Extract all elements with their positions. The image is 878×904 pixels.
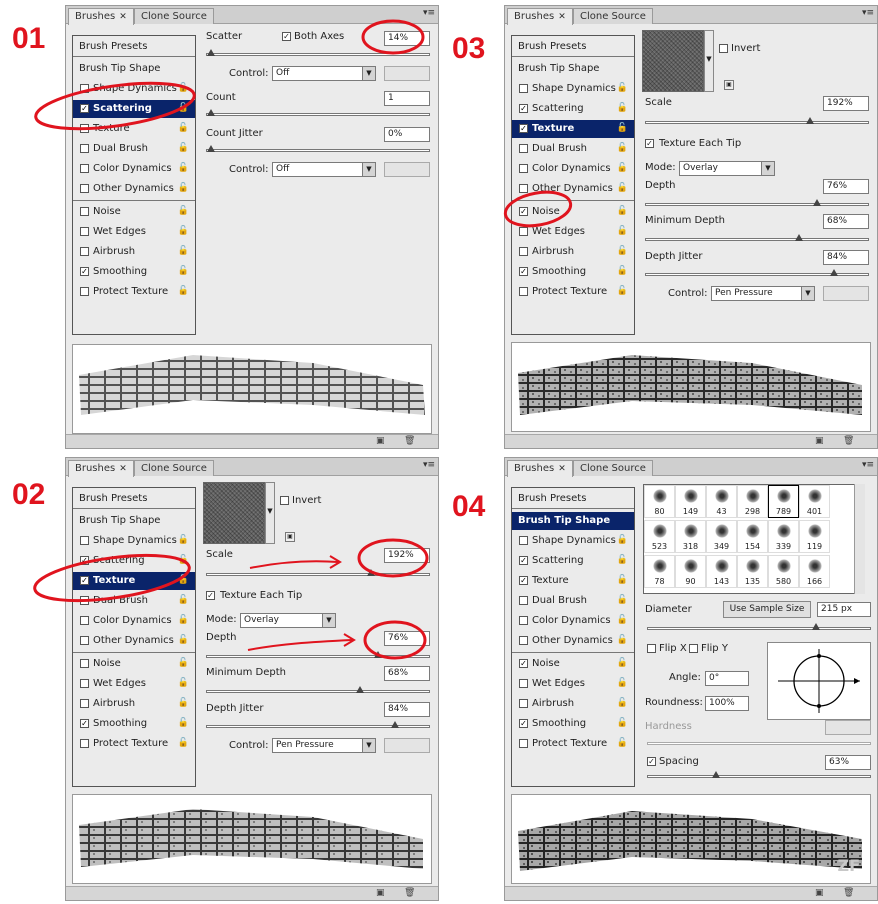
tab-bar [505, 6, 877, 24]
count-jitter-label: Count Jitter [206, 128, 263, 139]
count-value-field[interactable]: 1 [384, 91, 430, 106]
list-item-shape-dynamics[interactable]: Shape Dynamics 🔓 [73, 532, 195, 550]
list-item-other-dynamics[interactable]: Other Dynamics 🔓 [73, 180, 195, 198]
scale-slider[interactable] [645, 121, 869, 124]
list-item-airbrush[interactable]: Airbrush 🔓 [512, 243, 634, 261]
brush-tip[interactable]: 143 [706, 555, 737, 588]
mode-label: Mode: [206, 614, 237, 625]
brush-tip-selected[interactable]: 789 [768, 485, 799, 518]
list-item-wet-edges[interactable]: Wet Edges 🔓 [512, 223, 634, 241]
use-sample-size-button[interactable]: Use Sample Size [723, 601, 811, 618]
list-item-scattering[interactable]: ✓ Scattering 🔓 [73, 100, 195, 118]
list-item-wet-edges[interactable]: Wet Edges 🔓 [512, 675, 634, 693]
tab-brushes[interactable]: Brushes ✕ [507, 8, 573, 25]
depth-jitter-field[interactable]: 84% [823, 250, 869, 265]
invert-checkbox[interactable] [280, 496, 289, 505]
list-item-smoothing[interactable]: ✓ Smoothing 🔓 [81, 718, 189, 729]
list-item-brush-tip-shape[interactable]: Brush Tip Shape [79, 63, 161, 74]
list-item-wet-edges[interactable]: Wet Edges 🔓 [73, 675, 195, 693]
texture-each-tip-checkbox[interactable]: ✓ [646, 139, 653, 148]
lock-icon[interactable]: 🔓 [616, 83, 628, 93]
list-item-other-dynamics[interactable]: Other Dynamics 🔓 [512, 180, 634, 198]
minimum-depth-field[interactable]: 68% [384, 666, 430, 681]
brick-stroke-image [73, 795, 431, 883]
lock-icon[interactable]: 🔓 [616, 183, 628, 193]
list-item-color-dynamics[interactable]: Color Dynamics 🔓 [512, 160, 634, 178]
angle-roundness-widget[interactable] [767, 642, 871, 720]
control-select[interactable]: Off ▼ [272, 66, 376, 81]
flip-x-checkbox[interactable] [647, 644, 656, 653]
scale-value-field[interactable]: 192% [823, 96, 869, 111]
lock-icon[interactable]: 🔓 [616, 615, 628, 625]
panel-menu-icon[interactable]: ▾≡ [861, 8, 874, 18]
scatter-label: Scatter [206, 31, 243, 42]
list-item-scattering[interactable]: ✓ Scattering 🔓 [520, 103, 628, 114]
depth-jitter-slider[interactable] [645, 273, 869, 276]
list-item-scattering[interactable]: ✓ Scattering 🔓 [81, 555, 189, 566]
brush-stroke-preview [511, 794, 871, 884]
lock-icon[interactable]: 🔓 [616, 143, 628, 153]
list-item-noise[interactable]: ✓ Noise 🔓 [520, 206, 628, 217]
lock-icon[interactable]: 🔓 [177, 555, 189, 565]
list-item-color-dynamics[interactable]: Color Dynamics 🔓 [73, 612, 195, 630]
mode-select[interactable]: Overlay ▼ [240, 613, 336, 628]
lock-icon[interactable]: 🔓 [616, 698, 628, 708]
depth-slider[interactable] [206, 655, 430, 658]
control-disabled-field-2 [384, 162, 430, 177]
texture-pattern-swatch[interactable] [203, 482, 265, 544]
control-label: Control: [229, 68, 269, 79]
brush-tip[interactable]: 166 [799, 555, 830, 588]
lock-icon[interactable]: 🔓 [177, 83, 189, 93]
lock-icon[interactable]: 🔓 [177, 575, 189, 585]
tab-bar [505, 458, 877, 476]
lock-icon[interactable]: 🔓 [616, 575, 628, 585]
new-preset-icon[interactable]: ▣ [376, 888, 385, 898]
scale-label: Scale [645, 97, 672, 108]
brush-options-list [511, 35, 635, 335]
lock-icon[interactable]: 🔓 [177, 143, 189, 153]
texture-each-tip-label: Texture Each Tip [659, 138, 742, 149]
tab-clone-source[interactable]: Clone Source [134, 460, 214, 476]
list-item-smoothing[interactable]: ✓ Smoothing 🔓 [81, 266, 189, 277]
brush-tip-grid [643, 484, 865, 594]
brushes-panel-step1 [65, 5, 439, 449]
depth-value-field[interactable]: 76% [384, 631, 430, 646]
mode-select[interactable]: Overlay ▼ [679, 161, 775, 176]
lock-icon[interactable]: 🔓 [616, 738, 628, 748]
brush-tip[interactable]: 78 [644, 555, 675, 588]
brick-stroke-image [512, 795, 870, 883]
depth-label: Depth [645, 180, 676, 191]
lock-icon[interactable]: 🔓 [616, 658, 628, 668]
scale-value-field[interactable]: 192% [384, 548, 430, 563]
list-item-scattering[interactable]: ✓ Scattering 🔓 [520, 555, 628, 566]
list-item-noise[interactable]: ✓ Noise 🔓 [520, 658, 628, 669]
minimum-depth-slider[interactable] [645, 238, 869, 241]
minimum-depth-slider[interactable] [206, 690, 430, 693]
tab-clone-source[interactable]: Clone Source [573, 460, 653, 476]
scale-slider[interactable] [206, 573, 430, 576]
lock-icon[interactable]: 🔓 [616, 123, 628, 133]
lock-icon[interactable]: 🔓 [616, 226, 628, 236]
list-item-dual-brush[interactable]: Dual Brush 🔓 [73, 592, 195, 610]
brushes-panel-step3 [504, 5, 878, 449]
new-pattern-icon[interactable]: ▣ [724, 80, 734, 90]
depth-jitter-field[interactable]: 84% [384, 702, 430, 717]
control-select[interactable]: Pen Pressure ▼ [272, 738, 376, 753]
list-item-brush-tip-shape[interactable]: Brush Tip Shape [512, 512, 634, 530]
diameter-label: Diameter [645, 604, 692, 615]
trash-icon[interactable]: 🗑 [404, 436, 416, 446]
brush-stroke-preview [72, 344, 432, 434]
depth-jitter-label: Depth Jitter [645, 251, 703, 262]
lock-icon[interactable]: 🔓 [616, 635, 628, 645]
new-pattern-icon[interactable]: ▣ [285, 532, 295, 542]
lock-icon[interactable]: 🔓 [177, 595, 189, 605]
list-item-texture[interactable]: ✓ Texture 🔓 [512, 120, 634, 138]
panel-footer [66, 434, 438, 448]
list-item-airbrush[interactable]: Airbrush 🔓 [73, 695, 195, 713]
flip-y-checkbox[interactable] [689, 644, 698, 653]
angle-label: Angle: [669, 672, 701, 683]
brick-stroke-image [512, 343, 870, 431]
control-select-2[interactable]: Off ▼ [272, 162, 376, 177]
new-preset-icon[interactable]: ▣ [815, 436, 824, 446]
lock-icon[interactable]: 🔓 [177, 658, 189, 668]
lock-icon[interactable]: 🔓 [616, 163, 628, 173]
brush-tip[interactable]: 119 [799, 520, 830, 553]
lock-icon[interactable]: 🔓 [177, 163, 189, 173]
invert-label: Invert [292, 495, 322, 506]
depth-value-field[interactable]: 76% [823, 179, 869, 194]
scale-label: Scale [206, 549, 233, 560]
brush-tip[interactable]: 580 [768, 555, 799, 588]
lock-icon[interactable]: 🔓 [177, 615, 189, 625]
brush-tip[interactable]: 43 [706, 485, 737, 518]
lock-icon[interactable]: 🔓 [177, 738, 189, 748]
brush-stroke-preview [511, 342, 871, 432]
minimum-depth-field[interactable]: 68% [823, 214, 869, 229]
brush-options-list [72, 35, 196, 335]
roundness-value-field[interactable]: 100% [705, 696, 749, 711]
lock-icon[interactable]: 🔓 [616, 286, 628, 296]
invert-label: Invert [731, 43, 761, 54]
list-item-color-dynamics[interactable]: Color Dynamics 🔓 [73, 160, 195, 178]
lock-icon[interactable]: 🔓 [616, 246, 628, 256]
new-preset-icon[interactable]: ▣ [376, 436, 385, 446]
tab-bar [66, 6, 438, 24]
both-axes-checkbox[interactable]: ✓ [283, 32, 290, 41]
lock-icon[interactable]: 🔓 [177, 266, 189, 276]
brush-tip[interactable]: 90 [675, 555, 706, 588]
list-item-smoothing[interactable]: ✓ Smoothing 🔓 [520, 718, 628, 729]
tab-brushes[interactable]: Brushes ✕ [507, 460, 573, 477]
step-number-01: 01 [12, 22, 46, 55]
watermark-logo: ZF [837, 856, 860, 875]
list-item-noise[interactable]: Noise 🔓 [73, 655, 195, 673]
list-item-brush-tip-shape[interactable]: Brush Tip Shape [518, 63, 600, 74]
tip-grid-scrollbar[interactable] [854, 484, 865, 594]
crosshair-circle-icon [768, 643, 870, 719]
brush-stroke-preview [72, 794, 432, 884]
list-item-protect-texture[interactable]: Protect Texture 🔓 [512, 283, 634, 301]
list-item-other-dynamics[interactable]: Other Dynamics 🔓 [73, 632, 195, 650]
panel-menu-icon[interactable]: ▾≡ [422, 8, 435, 18]
depth-jitter-label: Depth Jitter [206, 703, 264, 714]
both-axes-label: Both Axes [294, 31, 345, 42]
flip-x-label: Flip X [659, 643, 687, 654]
brush-tip[interactable]: 349 [706, 520, 737, 553]
control-label-2: Control: [229, 164, 269, 175]
count-jitter-field[interactable]: 0% [384, 127, 430, 142]
trash-icon[interactable]: 🗑 [843, 888, 855, 898]
minimum-depth-label: Minimum Depth [206, 667, 286, 678]
list-item-brush-presets[interactable]: Brush Presets [79, 493, 148, 504]
spacing-value-field[interactable]: 63% [825, 755, 871, 770]
lock-icon[interactable]: 🔓 [616, 678, 628, 688]
minimum-depth-label: Minimum Depth [645, 215, 725, 226]
pattern-picker-arrow-icon[interactable]: ▼ [704, 30, 714, 92]
panel-footer [66, 886, 438, 900]
lock-icon[interactable]: 🔓 [616, 718, 628, 728]
spacing-label: Spacing [659, 756, 699, 767]
brush-options-list [72, 487, 196, 787]
control-label: Control: [668, 288, 708, 299]
list-item-airbrush[interactable]: Airbrush 🔓 [73, 243, 195, 261]
step-number-02: 02 [12, 478, 46, 511]
brush-tip[interactable]: 135 [737, 555, 768, 588]
panel-footer [505, 886, 877, 900]
hardness-slider [647, 742, 871, 745]
list-item-texture[interactable]: Texture 🔓 [73, 120, 195, 138]
list-item-protect-texture[interactable]: Protect Texture 🔓 [73, 735, 195, 753]
list-item-other-dynamics[interactable]: Other Dynamics 🔓 [512, 632, 634, 650]
pattern-picker-arrow-icon[interactable]: ▼ [265, 482, 275, 544]
scatter-slider[interactable] [206, 53, 430, 56]
list-item-brush-presets[interactable]: Brush Presets [79, 41, 148, 52]
control-label: Control: [229, 740, 269, 751]
brush-tip[interactable]: 154 [737, 520, 768, 553]
list-item-brush-tip-shape[interactable]: Brush Tip Shape [79, 515, 161, 526]
lock-icon[interactable]: 🔓 [177, 635, 189, 645]
panel-menu-icon[interactable]: ▾≡ [422, 460, 435, 470]
brick-stroke-image [73, 345, 431, 433]
hardness-disabled-field [825, 720, 871, 735]
tab-brushes[interactable]: Brushes ✕ [68, 460, 134, 477]
lock-icon[interactable]: 🔓 [177, 718, 189, 728]
control-disabled-field [384, 66, 430, 81]
roundness-label: Roundness: [645, 697, 703, 708]
count-label: Count [206, 92, 236, 103]
lock-icon[interactable]: 🔓 [616, 266, 628, 276]
depth-label: Depth [206, 632, 237, 643]
mode-label: Mode: [645, 162, 676, 173]
list-item-shape-dynamics[interactable]: Shape Dynamics 🔓 [512, 532, 634, 550]
brush-tip[interactable]: 339 [768, 520, 799, 553]
list-item-texture[interactable]: ✓ Texture 🔓 [520, 575, 628, 586]
flip-y-label: Flip Y [701, 643, 728, 654]
list-item-noise[interactable]: Noise 🔓 [73, 203, 195, 221]
lock-icon[interactable]: 🔓 [177, 246, 189, 256]
texture-each-tip-label: Texture Each Tip [220, 590, 303, 601]
brushes-panel-step4 [504, 457, 878, 901]
list-item-brush-presets[interactable]: Brush Presets [518, 493, 587, 504]
panel-menu-icon[interactable]: ▾≡ [861, 460, 874, 470]
list-item-shape-dynamics[interactable]: Shape Dynamics 🔓 [512, 80, 634, 98]
step-number-03: 03 [452, 32, 486, 65]
brush-tip[interactable]: 80 [644, 485, 675, 518]
list-item-smoothing[interactable]: ✓ Smoothing 🔓 [520, 266, 628, 277]
lock-icon[interactable]: 🔓 [177, 678, 189, 688]
list-item-dual-brush[interactable]: Dual Brush 🔓 [512, 592, 634, 610]
lock-icon[interactable]: 🔓 [616, 555, 628, 565]
lock-icon[interactable]: 🔓 [616, 595, 628, 605]
count-jitter-slider[interactable] [206, 149, 430, 152]
lock-icon[interactable]: 🔓 [177, 698, 189, 708]
lock-icon[interactable]: 🔓 [616, 103, 628, 113]
lock-icon[interactable]: 🔓 [616, 535, 628, 545]
invert-checkbox[interactable] [719, 44, 728, 53]
lock-icon[interactable]: 🔓 [177, 103, 189, 113]
control-select[interactable]: Pen Pressure ▼ [711, 286, 815, 301]
list-item-protect-texture[interactable]: Protect Texture 🔓 [512, 735, 634, 753]
texture-each-tip-checkbox[interactable]: ✓ [207, 591, 214, 600]
trash-icon[interactable]: 🗑 [843, 436, 855, 446]
brush-options-list [511, 487, 635, 787]
brush-tip[interactable]: 318 [675, 520, 706, 553]
list-item-shape-dynamics[interactable]: Shape Dynamics 🔓 [73, 80, 195, 98]
panel-footer [505, 434, 877, 448]
scatter-value-field[interactable]: 14% [384, 31, 430, 46]
diameter-value-field[interactable]: 215 px [817, 602, 871, 617]
spacing-checkbox[interactable]: ✓ [648, 757, 655, 766]
list-item-protect-texture[interactable]: Protect Texture 🔓 [73, 283, 195, 301]
list-item-dual-brush[interactable]: Dual Brush 🔓 [512, 140, 634, 158]
brush-tip[interactable]: 523 [644, 520, 675, 553]
lock-icon[interactable]: 🔓 [177, 286, 189, 296]
diameter-slider[interactable] [647, 627, 871, 630]
brush-tip[interactable]: 298 [737, 485, 768, 518]
angle-value-field[interactable]: 0° [705, 671, 749, 686]
spacing-slider[interactable] [647, 775, 871, 778]
brushes-panel-step2 [65, 457, 439, 901]
lock-icon[interactable]: 🔓 [177, 535, 189, 545]
tab-clone-source[interactable]: Clone Source [573, 8, 653, 24]
list-item-color-dynamics[interactable]: Color Dynamics 🔓 [512, 612, 634, 630]
lock-icon[interactable]: 🔓 [177, 183, 189, 193]
list-item-airbrush[interactable]: Airbrush 🔓 [512, 695, 634, 713]
list-item-wet-edges[interactable]: Wet Edges 🔓 [73, 223, 195, 241]
depth-slider[interactable] [645, 203, 869, 206]
lock-icon[interactable]: 🔓 [177, 123, 189, 133]
tab-brushes[interactable]: Brushes ✕ [68, 8, 134, 25]
trash-icon[interactable]: 🗑 [404, 888, 416, 898]
depth-jitter-slider[interactable] [206, 725, 430, 728]
tab-bar [66, 458, 438, 476]
list-item-texture[interactable]: ✓ Texture 🔓 [73, 572, 195, 590]
texture-pattern-swatch[interactable] [642, 30, 704, 92]
hardness-label: Hardness [645, 721, 692, 732]
lock-icon[interactable]: 🔓 [177, 226, 189, 236]
brush-tip[interactable]: 149 [675, 485, 706, 518]
tab-clone-source[interactable]: Clone Source [134, 8, 214, 24]
lock-icon[interactable]: 🔓 [177, 206, 189, 216]
list-item-dual-brush[interactable]: Dual Brush 🔓 [73, 140, 195, 158]
control-disabled-field [384, 738, 430, 753]
brush-tip[interactable]: 401 [799, 485, 830, 518]
new-preset-icon[interactable]: ▣ [815, 888, 824, 898]
step-number-04: 04 [452, 490, 486, 523]
list-item-brush-presets[interactable]: Brush Presets [518, 41, 587, 52]
lock-icon[interactable]: 🔓 [616, 206, 628, 216]
count-slider[interactable] [206, 113, 430, 116]
control-disabled-field [823, 286, 869, 301]
